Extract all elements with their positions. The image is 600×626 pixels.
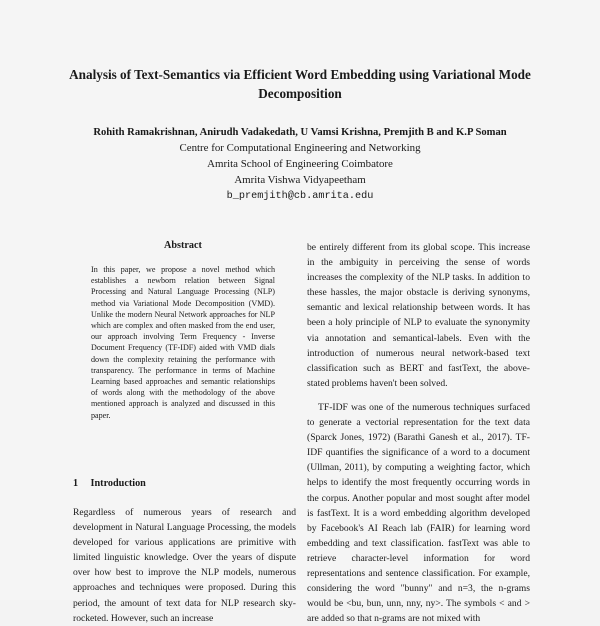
abstract-heading: Abstract [164, 240, 202, 251]
section-heading-introduction [73, 478, 293, 489]
paper-title: Analysis of Text-Semantics via Efficient Word Embedding using Variational Mode Decomposition [69, 67, 531, 101]
affiliation-line-2: Amrita School of Engineering Coimbatore [207, 158, 393, 171]
introduction-text: Regardless of numerous years of research and development in Natural Language Processing, the models developed for various applications are primitive with limited linguistic knowledge. Over the years of dispute over how best to improve the NLP models, numerous approaches and techniques were proposed. During this period, the amount of text data for NLP research sky-rocketed. However, such an increase [73, 507, 296, 624]
author-email[interactable]: b_premjith@cb.amrita.edu [226, 190, 374, 202]
affiliation-block [100, 140, 500, 205]
right-column-paragraph-2: TF-IDF was one of the numerous techniques surfaced to generate a vectorial representation for the text data (Sparck Jones, 1972) (Barathi Ganesh et al., 2017). TF-IDF quantifies the significance of a word to a document (Ullman, 2011), by computing a weighting factor, which helps to identify the most frequently occurring words in the corpus. Another popular and most sought after model is fastText. It is a word embedding algorithm developed by Facebook's AI Reach lab (FAIR) for learning word embedding and text classification. fastText was able to retrieve character-level information for word representations and sentence classification. For example, considering the word "bunny" and n=3, the n-grams would be <bu, bun, unn, nny, ny>. The symbols < and > are added so that n-grams are not mixed with [307, 401, 530, 625]
affiliation-line-3: Amrita Vishwa Vidyapeetham [234, 174, 366, 187]
affiliation-line-1: Centre for Computational Engineering and Networking [179, 142, 421, 154]
right-column [307, 240, 530, 626]
section-number: 1 [73, 478, 79, 489]
right-column-paragraph-1: be entirely different from its global scope. This increase in the ambiguity in perceiving the sense of words increases the complexity of the NLP tasks. In addition to these hassles, the major obstacle is deriving synonyms, semantic and lexical relationship between words. It has been a holy principle of NLP to evaluate the synonymity via annotation and semantical-labels. Even with the introduction of numerous neural network-based text classification such as BERT and fastText, the above-stated problems haven't been solved. [307, 242, 530, 389]
section-title: Introduction [90, 478, 146, 489]
author-list: Rohith Ramakrishnan, Anirudh Vadakedath, U Vamsi Krishna, Premjith B and K.P Soman [93, 127, 507, 138]
abstract-text: In this paper, we propose a novel method which establishes a newborn relation between Signal Processing and Natural Language Processing (NLP) method via Variational Mode Decomposition (VMD). Unlike the modern Neural Network approaches for NLP which are complex and often masked from the end user, our approach involving Term Frequency - Inverse Document Frequency (TF-IDF) aided with VMD dials down the complexity retaining the performance with transparency. The performance in terms of Machine Learning based approaches and semantic relationships of words along with the methodology of the above mentioned approach is analyzed and discussed in this paper. [91, 265, 275, 420]
